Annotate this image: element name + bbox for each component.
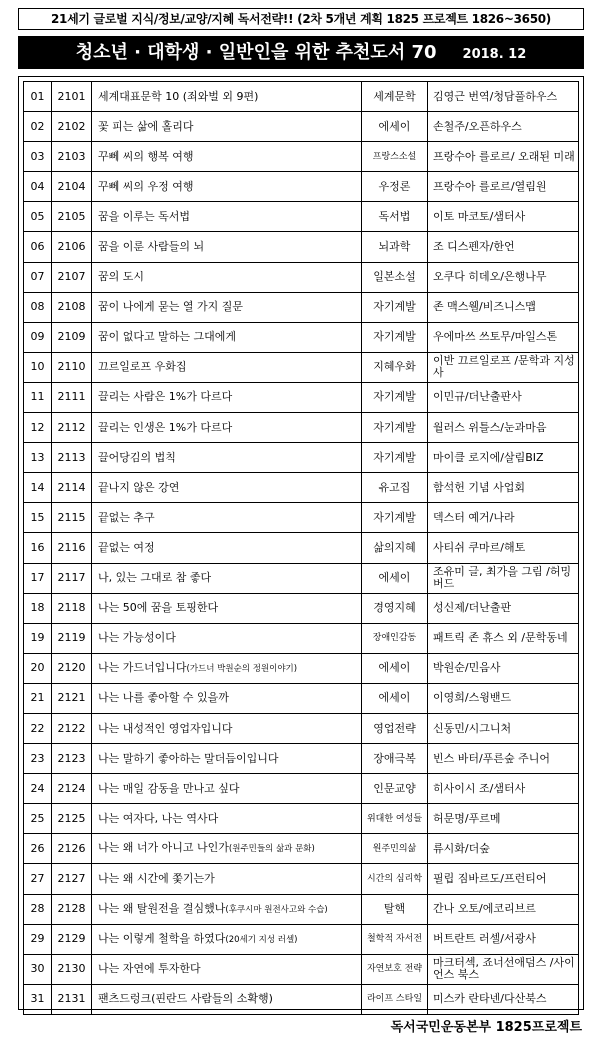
book-code: 2115 — [52, 503, 92, 533]
row-number: 17 — [24, 563, 52, 593]
book-author-publisher: 필립 짐바르도/프런티어 — [428, 864, 579, 894]
row-number: 16 — [24, 533, 52, 563]
book-title-text: 끌리는 사람은 1%가 다르다 — [98, 390, 233, 404]
table-row — [24, 593, 579, 623]
book-author-publisher: 마이클 로지에/살림BIZ — [428, 443, 579, 473]
book-title-text: 끌어당김의 법칙 — [98, 450, 176, 464]
table-row — [24, 503, 579, 533]
book-author-publisher: 박원순/민음사 — [428, 653, 579, 683]
row-number: 27 — [24, 864, 52, 894]
book-author-publisher: 조 디스펜자/한언 — [428, 232, 579, 262]
book-genre: 자기계발 — [362, 413, 428, 443]
book-code: 2106 — [52, 232, 92, 262]
book-code: 2113 — [52, 443, 92, 473]
row-number: 02 — [24, 112, 52, 142]
book-title — [92, 322, 362, 352]
table-row — [24, 984, 579, 1014]
book-code: 2119 — [52, 623, 92, 653]
table-row — [24, 262, 579, 292]
book-title-text: 끄르일로프 우화집 — [98, 360, 187, 374]
book-genre: 장애인감동 — [362, 623, 428, 653]
book-title — [92, 82, 362, 112]
table-row — [24, 443, 579, 473]
book-title-text: 나는 왜 탈원전을 결심했나 — [98, 901, 226, 915]
table-row — [24, 804, 579, 834]
book-title-text: 나는 50에 꿈을 토핑한다 — [98, 601, 219, 615]
book-title — [92, 382, 362, 412]
book-title — [92, 894, 362, 924]
book-subtitle: (후쿠시마 원전사고와 수습) — [225, 904, 328, 915]
book-title — [92, 563, 362, 593]
book-genre: 인문교양 — [362, 774, 428, 804]
book-code: 2110 — [52, 352, 92, 382]
book-title-text: 끝없는 추구 — [98, 510, 155, 524]
page-title: 청소년 · 대학생 · 일반인을 위한 추천도서 70 — [75, 42, 437, 63]
book-title-text: 나는 여자다, 나는 역사다 — [98, 811, 219, 825]
top-banner: 21세기 글로벌 지식/정보/교양/지혜 독서전략!! (2차 5개년 계획 1825 프로젝트 1826~3650) — [18, 8, 584, 30]
table-row — [24, 202, 579, 232]
book-code: 2108 — [52, 292, 92, 322]
book-title — [92, 352, 362, 382]
book-genre: 자연보호 전략 — [362, 954, 428, 984]
book-title — [92, 202, 362, 232]
book-code: 2101 — [52, 82, 92, 112]
table-row — [24, 322, 579, 352]
book-subtitle: (20세기 지성 러셀) — [225, 934, 298, 945]
book-genre: 시간의 심리학 — [362, 864, 428, 894]
book-code: 2123 — [52, 744, 92, 774]
book-genre: 에세이 — [362, 683, 428, 713]
table-row — [24, 563, 579, 593]
book-title-text: 나는 말하기 좋아하는 말더듬이입니다 — [98, 751, 279, 765]
book-code: 2130 — [52, 954, 92, 984]
book-title-text: 끝없는 여정 — [98, 540, 155, 554]
book-title — [92, 473, 362, 503]
row-number: 26 — [24, 834, 52, 864]
table-row — [24, 533, 579, 563]
book-code: 2111 — [52, 382, 92, 412]
book-title — [92, 774, 362, 804]
book-title — [92, 503, 362, 533]
table-row — [24, 774, 579, 804]
book-genre: 우정론 — [362, 172, 428, 202]
book-author-publisher: 이토 마코토/샘터사 — [428, 202, 579, 232]
book-table — [23, 81, 579, 1015]
book-genre: 지혜우화 — [362, 352, 428, 382]
row-number: 31 — [24, 984, 52, 1014]
row-number: 01 — [24, 82, 52, 112]
book-title-text: 나는 왜 시간에 쫓기는가 — [98, 871, 215, 885]
book-title — [92, 232, 362, 262]
book-author-publisher: 손철주/오픈하우스 — [428, 112, 579, 142]
table-row — [24, 232, 579, 262]
book-code: 2112 — [52, 413, 92, 443]
book-code: 2117 — [52, 563, 92, 593]
book-code: 2114 — [52, 473, 92, 503]
book-genre: 독서법 — [362, 202, 428, 232]
book-title — [92, 533, 362, 563]
book-title — [92, 413, 362, 443]
book-author-publisher: 조유미 글, 최가을 그림 /허밍버드 — [428, 563, 579, 593]
book-code: 2125 — [52, 804, 92, 834]
book-title — [92, 443, 362, 473]
table-row — [24, 894, 579, 924]
book-author-publisher: 덱스터 예거/나라 — [428, 503, 579, 533]
table-row — [24, 172, 579, 202]
book-code: 2107 — [52, 262, 92, 292]
row-number: 22 — [24, 713, 52, 743]
row-number: 25 — [24, 804, 52, 834]
book-code: 2102 — [52, 112, 92, 142]
book-code: 2105 — [52, 202, 92, 232]
book-author-publisher: 마크터섹, 죠너선애덤스 /사이언스 북스 — [428, 954, 579, 984]
row-number: 23 — [24, 744, 52, 774]
book-genre: 자기계발 — [362, 382, 428, 412]
book-genre: 자기계발 — [362, 292, 428, 322]
table-row — [24, 954, 579, 984]
book-title — [92, 593, 362, 623]
table-row — [24, 473, 579, 503]
book-code: 2124 — [52, 774, 92, 804]
row-number: 03 — [24, 142, 52, 172]
book-title-text: 나는 내성적인 영업자입니다 — [98, 721, 233, 735]
book-title — [92, 653, 362, 683]
row-number: 12 — [24, 413, 52, 443]
book-genre: 뇌과학 — [362, 232, 428, 262]
book-code: 2122 — [52, 713, 92, 743]
row-number: 11 — [24, 382, 52, 412]
row-number: 18 — [24, 593, 52, 623]
book-genre: 경영지혜 — [362, 593, 428, 623]
book-code: 2127 — [52, 864, 92, 894]
row-number: 28 — [24, 894, 52, 924]
table-row — [24, 112, 579, 142]
book-genre: 위대한 여성들 — [362, 804, 428, 834]
book-author-publisher: 신동민/시그니처 — [428, 713, 579, 743]
book-genre: 에세이 — [362, 112, 428, 142]
book-genre: 영업전략 — [362, 713, 428, 743]
book-code: 2126 — [52, 834, 92, 864]
book-author-publisher: 패트릭 존 휴스 외 /문학동네 — [428, 623, 579, 653]
book-genre: 프랑스소설 — [362, 142, 428, 172]
publish-date: 2018. 12 — [462, 47, 527, 62]
book-author-publisher: 이민규/더난출판사 — [428, 382, 579, 412]
table-row — [24, 834, 579, 864]
book-genre: 자기계발 — [362, 503, 428, 533]
row-number: 08 — [24, 292, 52, 322]
book-code: 2116 — [52, 533, 92, 563]
table-row — [24, 653, 579, 683]
book-title-text: 나는 자연에 투자한다 — [98, 962, 201, 976]
book-author-publisher: 류시화/더숲 — [428, 834, 579, 864]
table-row — [24, 142, 579, 172]
book-subtitle: (가드너 박원순의 정원이야기) — [186, 663, 298, 674]
book-title-text: 꿈을 이루는 독서법 — [98, 209, 191, 223]
book-genre: 탈핵 — [362, 894, 428, 924]
book-author-publisher: 우에마쓰 쓰토무/마일스톤 — [428, 322, 579, 352]
book-genre: 에세이 — [362, 653, 428, 683]
book-title-text: 꾸뻬 씨의 우정 여행 — [98, 179, 194, 193]
row-number: 14 — [24, 473, 52, 503]
book-title-text: 꿈의 도시 — [98, 270, 145, 284]
book-code: 2109 — [52, 322, 92, 352]
table-row — [24, 744, 579, 774]
book-genre: 장애극복 — [362, 744, 428, 774]
book-title-text: 꿈이 나에게 묻는 열 가지 질문 — [98, 300, 243, 314]
book-code: 2131 — [52, 984, 92, 1014]
book-author-publisher: 존 맥스웰/비즈니스맵 — [428, 292, 579, 322]
table-row — [24, 382, 579, 412]
book-title-text: 꿈을 이룬 사람들의 뇌 — [98, 240, 205, 254]
book-author-publisher: 오쿠다 히데오/은행나무 — [428, 262, 579, 292]
row-number: 19 — [24, 623, 52, 653]
row-number: 09 — [24, 322, 52, 352]
title-bar — [18, 36, 584, 69]
book-title — [92, 713, 362, 743]
table-row — [24, 82, 579, 112]
footer-credit: 독서국민운동본부 1825프로젝트 — [390, 1020, 582, 1035]
book-author-publisher: 이영희/스윙밴드 — [428, 683, 579, 713]
book-title-text: 나는 가능성이다 — [98, 631, 176, 645]
row-number: 13 — [24, 443, 52, 473]
book-title — [92, 924, 362, 954]
book-author-publisher: 사티쉬 쿠마르/해토 — [428, 533, 579, 563]
book-code: 2120 — [52, 653, 92, 683]
book-author-publisher: 간나 오토/에코리브르 — [428, 894, 579, 924]
book-title-text: 꿈이 없다고 말하는 그대에게 — [98, 330, 237, 344]
book-title-text: 꾸뻬 씨의 행복 여행 — [98, 149, 194, 163]
book-title — [92, 804, 362, 834]
book-code: 2121 — [52, 683, 92, 713]
book-author-publisher: 함석헌 기념 사업회 — [428, 473, 579, 503]
book-title-text: 세계대표문학 10 (죄와벌 외 9편) — [98, 89, 259, 103]
book-code: 2129 — [52, 924, 92, 954]
book-genre: 자기계발 — [362, 443, 428, 473]
book-genre: 세계문학 — [362, 82, 428, 112]
book-title — [92, 623, 362, 653]
book-title-text: 나는 왜 너가 아니고 나인가 — [98, 841, 229, 855]
book-genre: 철학적 자서전 — [362, 924, 428, 954]
book-author-publisher: 빈스 바터/푸른숲 주니어 — [428, 744, 579, 774]
book-author-publisher: 프랑수아 를로르/열림원 — [428, 172, 579, 202]
book-code: 2104 — [52, 172, 92, 202]
row-number: 30 — [24, 954, 52, 984]
table-row — [24, 292, 579, 322]
book-genre: 일본소설 — [362, 262, 428, 292]
row-number: 05 — [24, 202, 52, 232]
book-title — [92, 954, 362, 984]
book-author-publisher: 프랑수아 를로르/ 오래된 미래 — [428, 142, 579, 172]
book-author-publisher: 허문명/푸르메 — [428, 804, 579, 834]
table-row — [24, 352, 579, 382]
book-author-publisher: 월러스 위틀스/눈과마음 — [428, 413, 579, 443]
row-number: 06 — [24, 232, 52, 262]
book-title-text: 나, 있는 그대로 참 좋다 — [98, 571, 212, 585]
book-genre: 유고집 — [362, 473, 428, 503]
book-title — [92, 744, 362, 774]
row-number: 07 — [24, 262, 52, 292]
row-number: 20 — [24, 653, 52, 683]
book-title — [92, 262, 362, 292]
book-genre: 삶의지혜 — [362, 533, 428, 563]
book-title-text: 끝나지 않은 강연 — [98, 480, 180, 494]
book-author-publisher: 성신제/더난출판 — [428, 593, 579, 623]
book-genre: 라이프 스타일 — [362, 984, 428, 1014]
row-number: 29 — [24, 924, 52, 954]
row-number: 04 — [24, 172, 52, 202]
table-row — [24, 924, 579, 954]
book-title — [92, 834, 362, 864]
book-author-publisher: 히사이시 조/샘터사 — [428, 774, 579, 804]
book-title — [92, 683, 362, 713]
book-table-body — [24, 82, 579, 1015]
row-number: 10 — [24, 352, 52, 382]
book-title-text: 나는 나를 좋아할 수 있을까 — [98, 691, 229, 705]
book-genre: 원주민의삶 — [362, 834, 428, 864]
row-number: 21 — [24, 683, 52, 713]
book-title-text: 나는 가드너입니다 — [98, 660, 187, 674]
book-title-text: 나는 이렇게 철학을 하였다 — [98, 931, 226, 945]
book-title-text: 팬츠드렁크(핀란드 사람들의 소확행) — [98, 992, 273, 1006]
book-title — [92, 172, 362, 202]
book-title — [92, 292, 362, 322]
table-row — [24, 713, 579, 743]
book-genre: 에세이 — [362, 563, 428, 593]
book-author-publisher: 미스카 란타넨/다산북스 — [428, 984, 579, 1014]
book-title — [92, 142, 362, 172]
table-row — [24, 413, 579, 443]
book-title — [92, 864, 362, 894]
row-number: 24 — [24, 774, 52, 804]
book-title — [92, 984, 362, 1014]
book-title — [92, 112, 362, 142]
book-code: 2103 — [52, 142, 92, 172]
book-title-text: 나는 매일 감동을 만나고 싶다 — [98, 781, 240, 795]
table-row — [24, 864, 579, 894]
book-genre: 자기계발 — [362, 322, 428, 352]
table-row — [24, 623, 579, 653]
book-code: 2128 — [52, 894, 92, 924]
table-row — [24, 683, 579, 713]
book-code: 2118 — [52, 593, 92, 623]
book-author-publisher: 버트란트 러셀/서광사 — [428, 924, 579, 954]
row-number: 15 — [24, 503, 52, 533]
book-list-frame — [18, 76, 584, 1010]
book-title-text: 꽃 피는 삶에 홀리다 — [98, 119, 194, 133]
book-author-publisher: 이반 끄르일로프 /문학과 지성사 — [428, 352, 579, 382]
book-author-publisher: 김영근 번역/청담풀하우스 — [428, 82, 579, 112]
book-subtitle: (원주민들의 삶과 문화) — [228, 844, 315, 855]
book-title-text: 끌리는 인생은 1%가 다르다 — [98, 420, 233, 434]
